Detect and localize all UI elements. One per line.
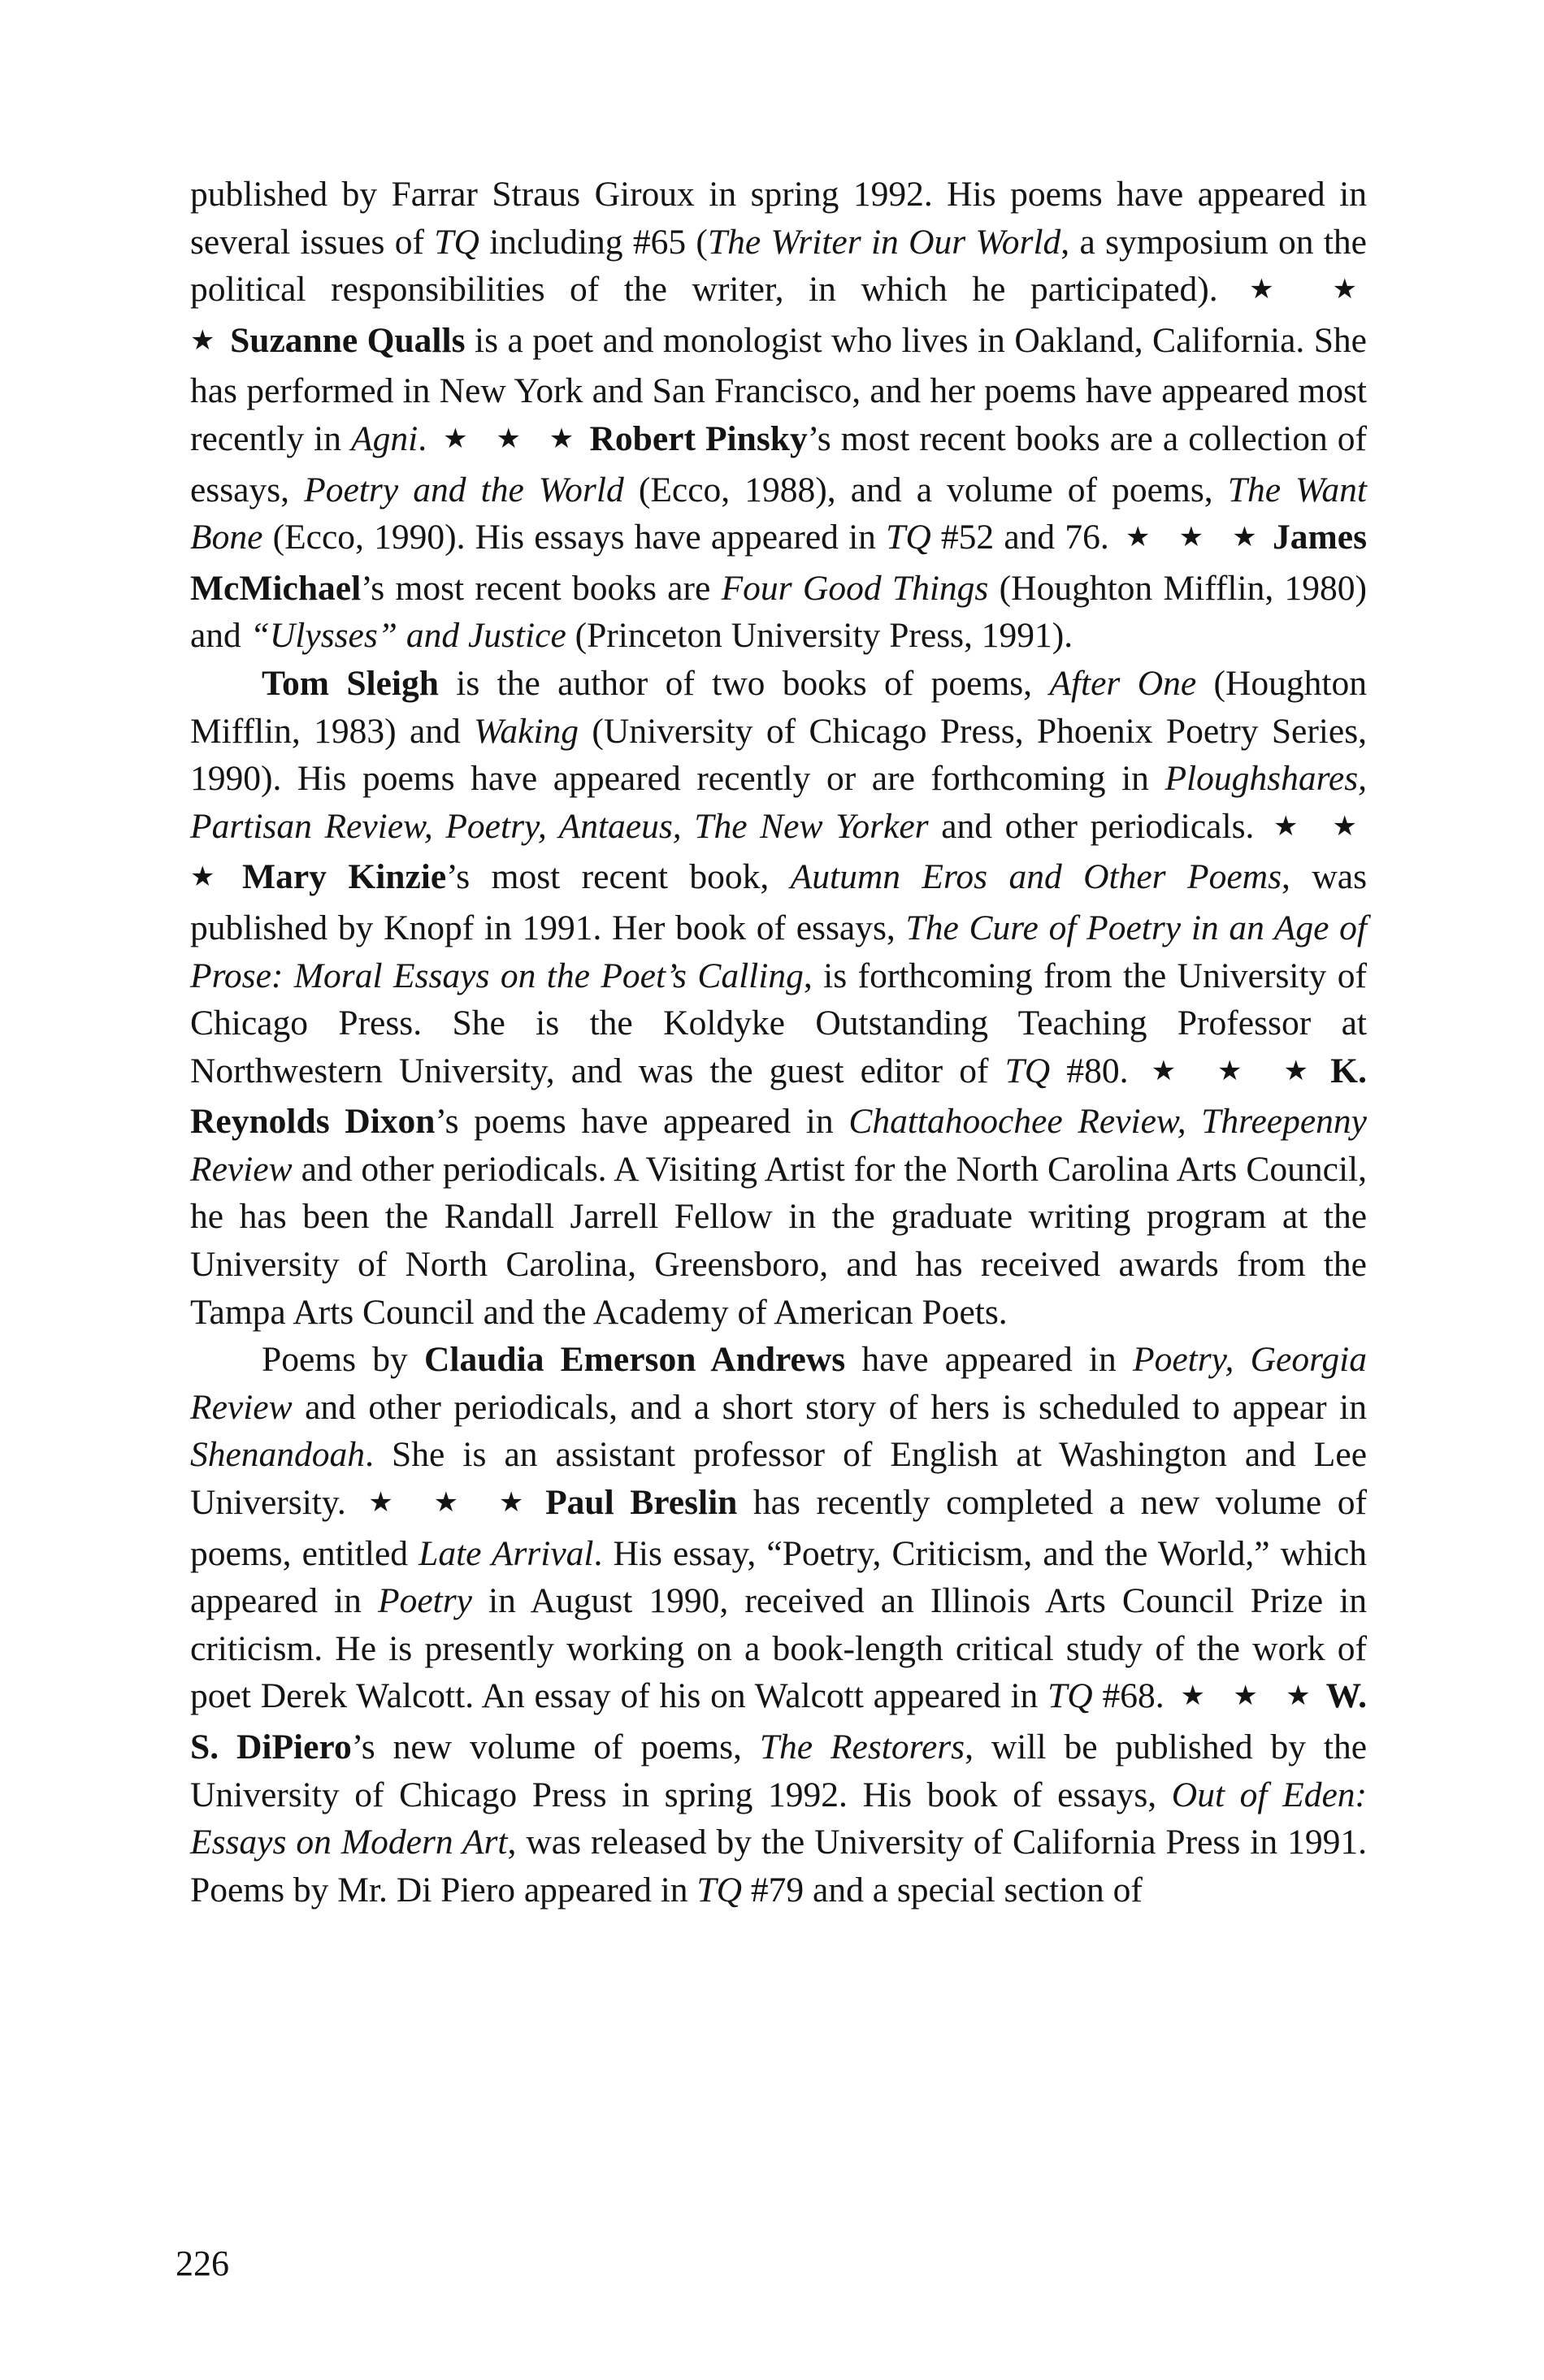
text-run: ’s most recent books are [361, 568, 722, 608]
separator-stars: ★ ★ ★ [1125, 522, 1269, 553]
separator-stars: ★ ★ ★ [190, 811, 1367, 893]
title-italic: TQ [1047, 1676, 1093, 1716]
contributor-name: Robert Pinsky [589, 418, 808, 458]
text-run: ’s most recent books are a collection of essays, [190, 418, 1368, 509]
title-italic: TQ [886, 518, 931, 557]
text-run: and other periodicals, and a short story of hers is scheduled to appear in [292, 1387, 1367, 1427]
contributor-name: Suzanne Qualls [230, 320, 466, 360]
contributor-name: Claudia Emerson Andrews [423, 1340, 846, 1380]
text-run: ’s most recent book, [446, 857, 791, 897]
text-run: has recently completed a new volume of poems, entitled [190, 1483, 1367, 1573]
text-run: ’s new volume of poems, [351, 1728, 760, 1767]
text-run: , was released by the University of California Press in 1991. Poems by Mr. Di Piero appeared in [190, 1823, 1367, 1910]
title-italic: Late Arrival [419, 1533, 594, 1573]
title-italic: Poetry, Georgia Review [190, 1340, 1368, 1427]
text-run: including #65 ( [479, 222, 708, 262]
title-italic: “Ulysses” and Justice [249, 616, 566, 656]
text-run: . His essay, “Poetry, Criticism, and the World,” which appeared in [190, 1533, 1367, 1621]
text-run: and other periodicals. [928, 806, 1268, 846]
contributor-name: Tom Sleigh [262, 663, 439, 703]
text-run: (University of Chicago Press, Phoenix Poetry Series, 1990). His poems have appeared recently or are forthcoming in [190, 711, 1368, 799]
contributor-name: K. Reynolds Dixon [190, 1051, 1367, 1142]
text-run: Poems by [262, 1340, 424, 1380]
text-run: (Ecco, 1990). His essays have appeared in [262, 518, 887, 557]
title-italic: The Cure of Poetry in an Age of Prose: Moral Essays on the Poet’s Calling [190, 908, 1367, 995]
text-run: #79 and a special section of [742, 1870, 1143, 1910]
text-run: have appeared in [845, 1340, 1133, 1380]
contributor-name: James McMichael [190, 518, 1368, 608]
paragraph [190, 171, 1367, 660]
text-run: #52 and 76. [930, 518, 1119, 557]
paragraph [190, 660, 1367, 1336]
contributors-notes [190, 171, 1367, 1914]
title-italic: The Want Bone [190, 470, 1367, 557]
title-italic: The Restorers [759, 1728, 965, 1767]
title-italic: After One [1049, 663, 1197, 703]
title-italic: Waking [474, 711, 579, 751]
title-italic: Poetry and the World [304, 470, 624, 509]
text-run: (Princeton University Press, 1991). [566, 616, 1073, 656]
text-run: , is forthcoming from the University of Chicago Press. She is the Koldyke Outstanding Teaching Professor at Northwestern University, and was the guest editor of [190, 956, 1367, 1090]
title-italic: TQ [434, 222, 479, 262]
separator-stars: ★ ★ ★ [1151, 1056, 1326, 1086]
separator-stars: ★ ★ ★ [443, 423, 585, 454]
separator-stars: ★ ★ ★ [368, 1488, 541, 1519]
text-run: , was published by Knopf in 1991. Her book of essays, [190, 857, 1367, 947]
text-run: published by Farrar Straus Giroux in spring 1992. His poems have appeared in several issues of [190, 175, 1367, 262]
text-run: #80. [1050, 1051, 1145, 1090]
title-italic: Shenandoah [190, 1435, 366, 1475]
paragraph [190, 1336, 1367, 1914]
title-italic: Out of Eden: Essays on Modern Art [190, 1775, 1367, 1862]
text-run: is a poet and monologist who lives in Oakland, California. She has performed in New York and San Francisco, and her poems have appeared most recently in [190, 320, 1367, 458]
contributor-name: Paul Breslin [545, 1483, 738, 1523]
title-italic: Chattahoochee Review, Threepenny Review [190, 1102, 1367, 1189]
text-run: and other periodicals. A Visiting Artist for the North Carolina Arts Council, he has been the Randall Jarrell Fellow in the graduate writing program at the University of North Carolina, Greensboro, and has received awards from the Tampa Arts Council and the Academy of American Poets. [190, 1149, 1367, 1332]
text-run: (Houghton Mifflin, 1983) and [190, 663, 1367, 751]
text-run: (Houghton Mifflin, 1980) and [190, 568, 1368, 656]
title-italic: Poetry [378, 1581, 472, 1621]
title-italic: Ploughshares, Partisan Review, Poetry, Antaeus, The New Yorker [190, 759, 1367, 846]
title-italic: Autumn Eros and Other Poems [790, 857, 1282, 897]
text-run: . She is an assistant professor of English at Washington and Lee University. [190, 1435, 1367, 1523]
text-run: , will be published by the University of Chicago Press in spring 1992. His book of essays, [190, 1728, 1368, 1814]
text-run: in August 1990, received an Illinois Arts Council Prize in criticism. He is presently working on a book-length critical study of the work of poet Derek Walcott. An essay of his on Walcott appeared in [190, 1581, 1367, 1716]
title-italic: TQ [1004, 1051, 1051, 1090]
page-number: 226 [176, 2243, 229, 2283]
title-italic: Four Good Things [721, 568, 989, 608]
separator-stars: ★ ★ ★ [1180, 1681, 1321, 1712]
text-run: is the author of two books of poems, [438, 663, 1050, 703]
text-run: , a symposium on the political responsibilities of the writer, in which he participated). [190, 222, 1367, 310]
text-run: #68. [1092, 1676, 1174, 1716]
text-run: . [418, 418, 437, 458]
title-italic: Agni [351, 418, 419, 458]
title-italic: The Writer in Our World [707, 222, 1061, 262]
title-italic: TQ [696, 1870, 743, 1910]
contributor-name: Mary Kinzie [242, 857, 447, 897]
text-run: ’s poems have appeared in [435, 1102, 849, 1142]
separator-stars: ★ ★ ★ [190, 275, 1367, 356]
text-run: (Ecco, 1988), and a volume of poems, [623, 470, 1228, 509]
contributor-name: W. S. DiPiero [190, 1676, 1368, 1767]
